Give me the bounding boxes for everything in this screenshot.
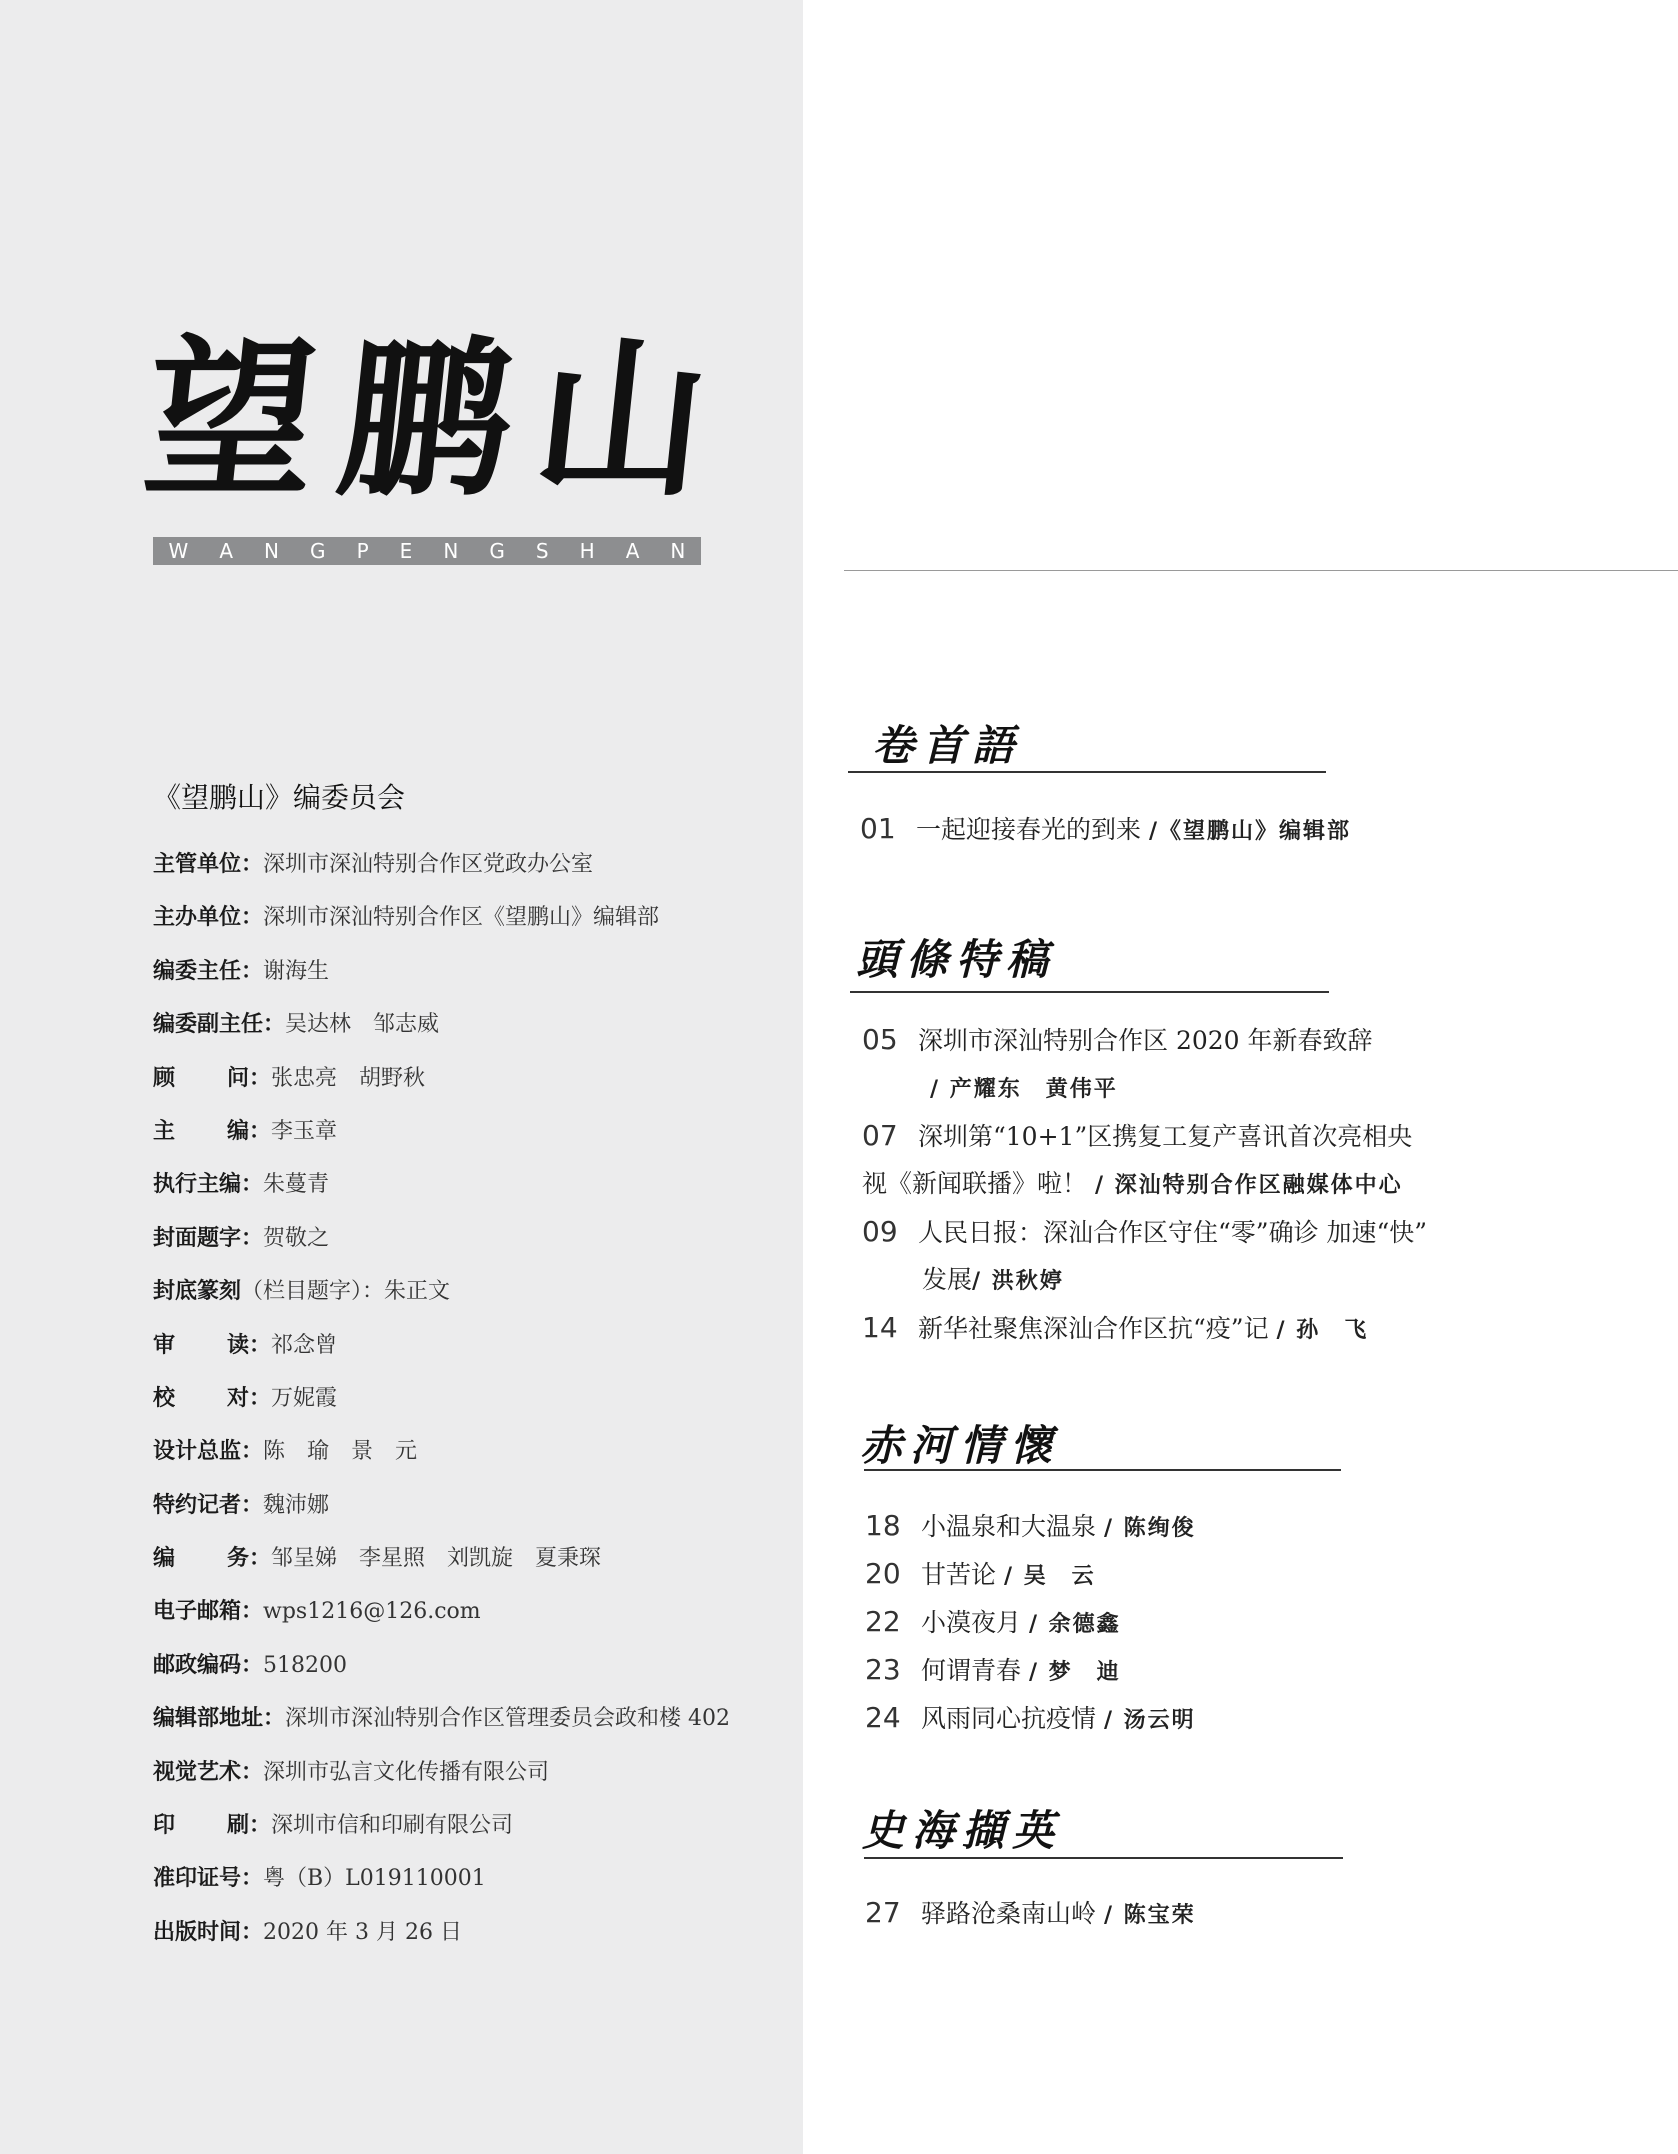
credit-label: 特约记者： xyxy=(153,1492,264,1518)
credit-row xyxy=(153,1758,793,1811)
section-heading: 赤河情懷 xyxy=(860,1421,1061,1470)
credit-row xyxy=(153,1437,793,1490)
toc-item[interactable] xyxy=(862,1214,1427,1251)
credit-row xyxy=(153,850,793,903)
credit-value: 万妮霞 xyxy=(271,1385,338,1411)
credit-label: 执行主编： xyxy=(153,1172,264,1198)
credit-value: 深圳市信和印刷有限公司 xyxy=(271,1813,514,1839)
credit-row xyxy=(153,1651,793,1704)
latin-letter: H xyxy=(579,539,595,563)
toc-item[interactable] xyxy=(865,1508,1196,1546)
toc-title: 深圳第“10+1”区携复工复产喜讯首次亮相央 xyxy=(918,1122,1413,1151)
credit-label-char: 印 xyxy=(153,1813,176,1839)
toc-item-continuation xyxy=(922,1262,1064,1299)
toc-page-number: 05 xyxy=(862,1023,898,1056)
credit-label-char: 务： xyxy=(226,1546,271,1572)
credit-label-char: 刷： xyxy=(226,1813,271,1839)
credit-value: 深圳市深汕特别合作区党政办公室 xyxy=(263,852,594,877)
credit-value: 祁念曾 xyxy=(271,1332,338,1358)
credit-label xyxy=(153,1811,271,1841)
credit-value: 深圳市弘言文化传播有限公司 xyxy=(263,1759,550,1785)
toc-author-line xyxy=(930,1070,1118,1107)
credit-label: 编委主任： xyxy=(153,958,264,984)
toc-author: / 吴 云 xyxy=(1003,1563,1096,1589)
toc-item[interactable] xyxy=(865,1652,1121,1690)
credit-row xyxy=(153,1811,793,1864)
section-heading: 卷首語 xyxy=(872,721,1023,770)
toc-page-number: 23 xyxy=(865,1653,901,1686)
credit-label: 准印证号： xyxy=(153,1866,264,1892)
credit-label-char: 编 xyxy=(153,1546,176,1572)
toc-title-continuation: 发展 xyxy=(922,1265,973,1294)
latin-letter: S xyxy=(535,539,549,563)
section-rule xyxy=(864,1857,1343,1859)
toc-author: / 产耀东 黄伟平 xyxy=(930,1076,1118,1102)
credit-row xyxy=(153,1010,793,1063)
latin-letter: N xyxy=(670,539,686,563)
top-divider xyxy=(844,570,1678,571)
toc-title: 深圳市深汕特别合作区 2020 年新春致辞 xyxy=(918,1026,1373,1055)
credit-value: 魏沛娜 xyxy=(263,1492,330,1518)
toc-page-number: 07 xyxy=(862,1119,898,1152)
credit-row xyxy=(153,1544,793,1597)
latin-letter: A xyxy=(625,539,640,563)
toc-page-number: 20 xyxy=(865,1557,901,1590)
credit-label xyxy=(153,1117,271,1147)
latin-letter: E xyxy=(399,539,413,563)
toc-item[interactable] xyxy=(860,811,1351,849)
toc-title-continuation: 视《新闻联播》啦！ xyxy=(862,1169,1088,1198)
toc-title: 新华社聚焦深汕合作区抗“疫”记 xyxy=(918,1314,1269,1343)
masthead-title xyxy=(135,285,720,525)
masthead-char: 望 xyxy=(135,319,328,520)
toc-title: 风雨同心抗疫情 xyxy=(921,1704,1097,1733)
credit-label: 主办单位： xyxy=(153,905,264,931)
toc-author: / 陈宝荣 xyxy=(1103,1902,1196,1928)
credit-row xyxy=(153,903,793,956)
masthead-char: 山 xyxy=(525,319,717,520)
masthead-char: 鹏 xyxy=(330,319,522,520)
credit-label-char: 主 xyxy=(153,1118,176,1144)
toc-title: 小温泉和大温泉 xyxy=(921,1512,1097,1541)
credit-label-note: （栏目题字）： xyxy=(241,1279,385,1305)
toc-author: / 洪秋婷 xyxy=(972,1268,1064,1294)
credit-row xyxy=(153,1384,793,1437)
latin-letter: P xyxy=(356,539,369,563)
credit-value: 谢海生 xyxy=(263,958,330,984)
credit-row xyxy=(153,1277,793,1330)
credits-list xyxy=(153,850,793,1971)
credit-label-char: 对： xyxy=(226,1385,271,1411)
credit-label-char: 审 xyxy=(153,1332,176,1358)
masthead-latin-bar xyxy=(153,537,701,565)
toc-page-number: 14 xyxy=(862,1311,898,1344)
section-heading: 史海擷英 xyxy=(862,1806,1063,1855)
credit-row xyxy=(153,1704,793,1757)
toc-title: 小漠夜月 xyxy=(921,1608,1022,1637)
toc-page-number: 01 xyxy=(860,812,896,845)
credit-value: 吴达林 邹志威 xyxy=(285,1012,440,1038)
toc-title: 甘苦论 xyxy=(921,1560,997,1589)
toc-page-number: 27 xyxy=(865,1896,901,1929)
toc-item[interactable] xyxy=(865,1604,1121,1642)
credit-label-char: 编： xyxy=(226,1118,271,1144)
credit-row xyxy=(153,1597,793,1650)
credit-label: 电子邮箱： xyxy=(153,1599,264,1625)
credit-label-char: 顾 xyxy=(153,1065,176,1091)
credit-label: 出版时间： xyxy=(153,1919,264,1945)
toc-title: 何谓青春 xyxy=(921,1656,1022,1685)
credit-label: 编辑部地址： xyxy=(153,1706,286,1732)
credit-label xyxy=(153,1384,271,1414)
credit-value: 2020 年 3 月 26 日 xyxy=(263,1919,462,1945)
toc-title: 一起迎接春光的到来 xyxy=(916,815,1142,844)
credit-row xyxy=(153,1224,793,1277)
credit-value: 深圳市深汕特别合作区《望鹏山》编辑部 xyxy=(263,905,660,931)
credit-value: 深圳市深汕特别合作区管理委员会政和楼 402 xyxy=(285,1706,731,1732)
credit-label: 封底篆刻 xyxy=(153,1279,242,1305)
credit-label-char: 校 xyxy=(153,1385,176,1411)
credit-value: 张忠亮 胡野秋 xyxy=(271,1065,426,1091)
toc-author: / 余德鑫 xyxy=(1028,1611,1121,1637)
credit-label: 封面题字： xyxy=(153,1225,264,1251)
credit-value: 朱正文 xyxy=(384,1279,451,1305)
latin-letter: W xyxy=(168,539,189,563)
latin-letter: G xyxy=(310,539,326,563)
credit-row xyxy=(153,1064,793,1117)
credit-label-char: 读： xyxy=(226,1332,271,1358)
credit-value: 邹呈娣 李星照 刘凯旋 夏秉琛 xyxy=(271,1546,602,1572)
toc-author: / 陈绚俊 xyxy=(1103,1515,1196,1541)
credit-label xyxy=(153,1064,271,1094)
toc-item[interactable] xyxy=(862,1022,1373,1059)
email-value: wps1216@126.com xyxy=(263,1599,481,1625)
toc-page-number: 09 xyxy=(862,1215,898,1248)
latin-letter: N xyxy=(443,539,459,563)
credit-row xyxy=(153,1117,793,1170)
credit-row xyxy=(153,1491,793,1544)
toc-item[interactable] xyxy=(865,1895,1196,1933)
credit-row xyxy=(153,1170,793,1223)
toc-item[interactable] xyxy=(862,1118,1412,1155)
credit-value: 粤（B）L019110001 xyxy=(263,1866,486,1892)
toc-page-number: 22 xyxy=(865,1605,901,1638)
credit-label: 视觉艺术： xyxy=(153,1759,264,1785)
toc-author: / 梦 迪 xyxy=(1028,1659,1121,1685)
credit-label: 邮政编码： xyxy=(153,1652,264,1678)
credit-value: 李玉章 xyxy=(271,1118,338,1144)
toc-author: / 孙 飞 xyxy=(1276,1317,1369,1343)
credit-label xyxy=(153,1544,271,1574)
section-rule xyxy=(864,1469,1341,1471)
credit-value: 朱蔓青 xyxy=(263,1172,330,1198)
section-heading: 頭條特稿 xyxy=(856,935,1057,984)
credit-label: 主管单位： xyxy=(153,852,264,877)
toc-author: / 深汕特别合作区融媒体中心 xyxy=(1094,1172,1403,1198)
toc-item-continuation xyxy=(862,1166,1403,1203)
credit-row xyxy=(153,1331,793,1384)
credit-label-char: 问： xyxy=(226,1065,271,1091)
toc-title: 驿路沧桑南山岭 xyxy=(921,1899,1097,1928)
toc-author: /《望鹏山》编辑部 xyxy=(1148,818,1352,844)
toc-author: / 汤云明 xyxy=(1103,1707,1196,1733)
credit-label: 设计总监： xyxy=(153,1439,264,1465)
toc-page-number: 18 xyxy=(865,1509,901,1542)
toc-page-number: 24 xyxy=(865,1701,901,1734)
section-rule xyxy=(850,991,1329,993)
credit-label: 编委副主任： xyxy=(153,1012,286,1038)
latin-letter: G xyxy=(489,539,505,563)
section-rule xyxy=(848,771,1326,773)
toc-item[interactable] xyxy=(862,1310,1368,1348)
latin-letter: A xyxy=(219,539,234,563)
board-title: 《望鹏山》编委员会 xyxy=(153,781,406,814)
latin-letter: N xyxy=(264,539,280,563)
credit-label xyxy=(153,1331,271,1361)
credit-row xyxy=(153,957,793,1010)
credit-row xyxy=(153,1864,793,1917)
credit-value: 陈 瑜 景 元 xyxy=(263,1439,418,1465)
credit-value: 贺敬之 xyxy=(263,1225,330,1251)
credit-value: 518200 xyxy=(263,1652,347,1678)
toc-item[interactable] xyxy=(865,1700,1196,1738)
credit-row xyxy=(153,1918,793,1971)
toc-title: 人民日报：深汕合作区守住“零”确诊 加速“快” xyxy=(918,1218,1428,1247)
toc-item[interactable] xyxy=(865,1556,1096,1594)
